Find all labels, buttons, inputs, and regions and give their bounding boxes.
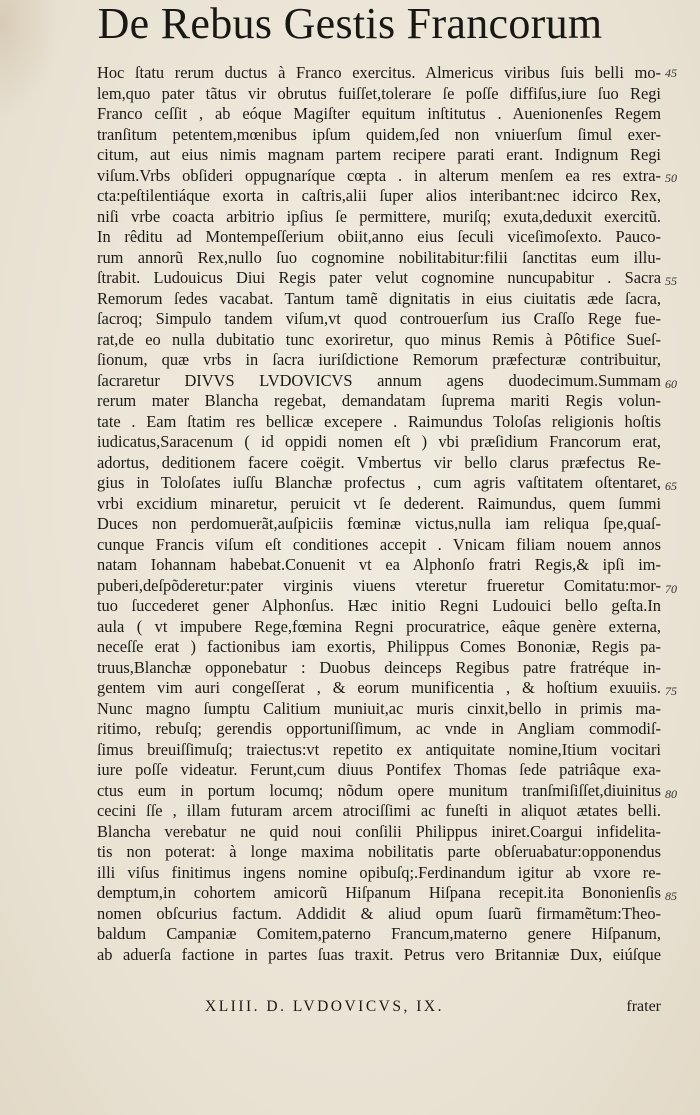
text-line: Hoc ſtatu rerum ductus à Franco exercitus. Almericus viribus ſuis belli mo-	[97, 63, 661, 82]
text-line: truus,Blanchæ opponebatur : Duobus deinceps Regibus patre fratréque in-	[97, 657, 661, 677]
text-line: Remorum ſedes vacabat. Tantum tamẽ dignitatis in eius ciuitatis æde ſacra,	[97, 288, 661, 308]
text-line: cta:peſtilentiáque exorta in caſtris,alii ſuper alios interibant:nec idcirco Rex,	[97, 186, 661, 205]
text-line: cecini ſſe , illam futuram arcem atrociſſimi ac funeſti in aliquot ætates belli.	[97, 801, 661, 820]
text-line: ſacroq; Simpulo tandem viſum,vt quod controuerſum ius Craſſo Rege fue-	[97, 309, 661, 328]
line-number: 85	[665, 889, 677, 903]
text-line: ſacraretur DIVVS LVDOVICVS annum agens duodecimum.Summam	[97, 370, 661, 390]
text-line: ritimo, rebuſq; gerendis opportuniſſimum, ac vnde in Angliam commodiſ-	[97, 719, 661, 738]
text-line: gius in Toloſates iuſſu Blanchæ profectus , cum agris vaſtitatem oſtentaret,	[97, 473, 661, 492]
text-line: puberi,deſpõderetur:pater virginis viuens vteretur frueretur Comitatu:mor-	[97, 575, 661, 595]
text-line: In rêditu ad Montempeſſerium obiit,anno eius ſeculi viceſimoſexto. Pauco-	[97, 227, 661, 246]
text-line: nomen obſcurius factum. Addidit & aliud opum ſuarũ firmamẽtum:Theo-	[97, 903, 661, 923]
text-line: gentem vim auri congeſſerat , & eorum munificentia , & hoſtium exuuiis.	[97, 678, 661, 697]
text-line: ſtrabit. Ludouicus Diui Regis pater velut cognomine nuncupabitur . Sacra	[97, 268, 661, 287]
text-line: rat,de eo nulla dubitatio tunc exoriretur, quo minus Remis à Pôtifice Sueſ-	[97, 329, 661, 349]
text-line: tis non poterat: à longe maxima nobilitatis parte obſeruabatur:opponendus	[97, 842, 661, 861]
catchword: frater	[626, 998, 661, 1015]
text-line: ctus eum in portum locumq; nõdum opere munitum tranſmiſiſſet,diuinitus	[97, 780, 661, 800]
text-line: iure poſſe videatur. Ferunt,cum diuus Pontifex Thomas ſede patriâque exa-	[97, 760, 661, 779]
text-line: iudicatus,Saracenum ( id oppidi nomen eſt ) vbi præſidium Francorum erat,	[97, 432, 661, 451]
text-line: baldum Campaniæ Comitem,paterno Francum,materno genere Hiſpanum,	[97, 924, 661, 943]
line-number: 80	[665, 786, 677, 801]
text-line: tate . Eam ſtatim res bellicæ excepere . Raimundus Toloſas religionis hoſtis	[97, 411, 661, 431]
text-line: citum, aut eius nimis magnam partem recipere parati erant. Indignum Regi	[97, 145, 661, 164]
text-line: Blancha verebatur ne quid noui conſilii Philippus iniret.Coargui infidelita-	[97, 821, 661, 841]
text-line: niſi vrbe coacta arbitrio ipſius ſe permittere, muriſq; exuta,deduxit exercitũ.	[97, 206, 661, 226]
text-line: Franco ceſſit , ab eóque Magiſter equitum inſtitutus . Auenionenſes Regem	[97, 104, 661, 123]
body-text	[97, 63, 661, 965]
text-line: ab aduerſa factione in partes ſuas traxit. Petrus vero Britanniæ Dux, eiúſque	[97, 944, 661, 964]
line-number: 55	[665, 274, 677, 288]
line-number: 65	[665, 479, 677, 493]
text-line: rum annorũ Rex,nullo ſuo cognomine nobilitabitur:filii ſanctitas eum illu-	[97, 247, 661, 267]
line-number: 75	[665, 684, 677, 698]
line-number: 45	[665, 66, 677, 80]
line-number: 50	[665, 170, 677, 185]
text-line: tuo ſuccederet gener Alphonſus. Hæc initio Regni Ludouici bello geſta.In	[97, 596, 661, 615]
text-line: cunque Francis viſum eſt conditiones accepit . Vnicam filiam nouem annos	[97, 534, 661, 554]
text-line: neceſſe erat ) factionibus iam exortis, Philippus Comes Bononiæ, Regis pa-	[97, 637, 661, 656]
text-line: Nunc magno ſumptu Calitium muniuit,ac muris cinxit,bello in primis ma-	[97, 698, 661, 718]
text-line: rerum mater Blancha regebat, demandatam ſuprema mariti Regis volun-	[97, 391, 661, 410]
text-line: aula ( vt impubere Rege,fœmina Regni procuratrice, eâque genère externa,	[97, 616, 661, 636]
text-line: demptum,in cohortem amicorũ Hiſpanum Hiſpana recepit.ita Bononienſis	[97, 883, 661, 902]
text-line: lem,quo pater tãtus vir obrutus fuiſſet,tolerare ſe poſſe diffiſus,iure ſuo Regi	[97, 83, 661, 103]
signature-mark: XLIII. D. LVDOVICVS, IX.	[205, 998, 444, 1015]
text-line: Duces non perdomuerãt,auſpiciis fœminæ victus,nulla iam reliqua ſpe,quaſ-	[97, 514, 661, 533]
text-line: illi viſus finitimus ingens nomine opibuſq;.Ferdinandum igitur ab vxore re-	[97, 862, 661, 882]
text-line: viſum.Vrbs obſideri oppugnaríque cœpta . in alterum menſem ea res extra-	[97, 165, 661, 185]
page-footer	[97, 996, 661, 1018]
text-line: ſionum, quæ vrbs in ſacra iuriſdictione Remorum præfecturæ contribuitur,	[97, 350, 661, 369]
text-line: adortus, deditionem facere coëgit. Vmbertus vir bello clarus præfectus Re-	[97, 452, 661, 472]
text-line: vrbi excidium minaretur, peruicit vt ſe dederent. Raimundus, quem ſummi	[97, 493, 661, 513]
line-number: 70	[665, 581, 677, 596]
text-line: natam Iohannam habebat.Conuenit vt ea Alphonſo fratri Regis,& ipſi im-	[97, 555, 661, 574]
line-number: 60	[665, 376, 677, 391]
text-line: tranſitum petentem,mœnibus ipſum quidem,ſed non vniuerſum ſimul exer-	[97, 124, 661, 144]
page-title: De Rebus Gestis Francorum	[97, 0, 603, 48]
text-line: ſimus breuiſſimuſq; traiectus:vt repetito ex antiquitate nomine,Itium vocitari	[97, 739, 661, 759]
